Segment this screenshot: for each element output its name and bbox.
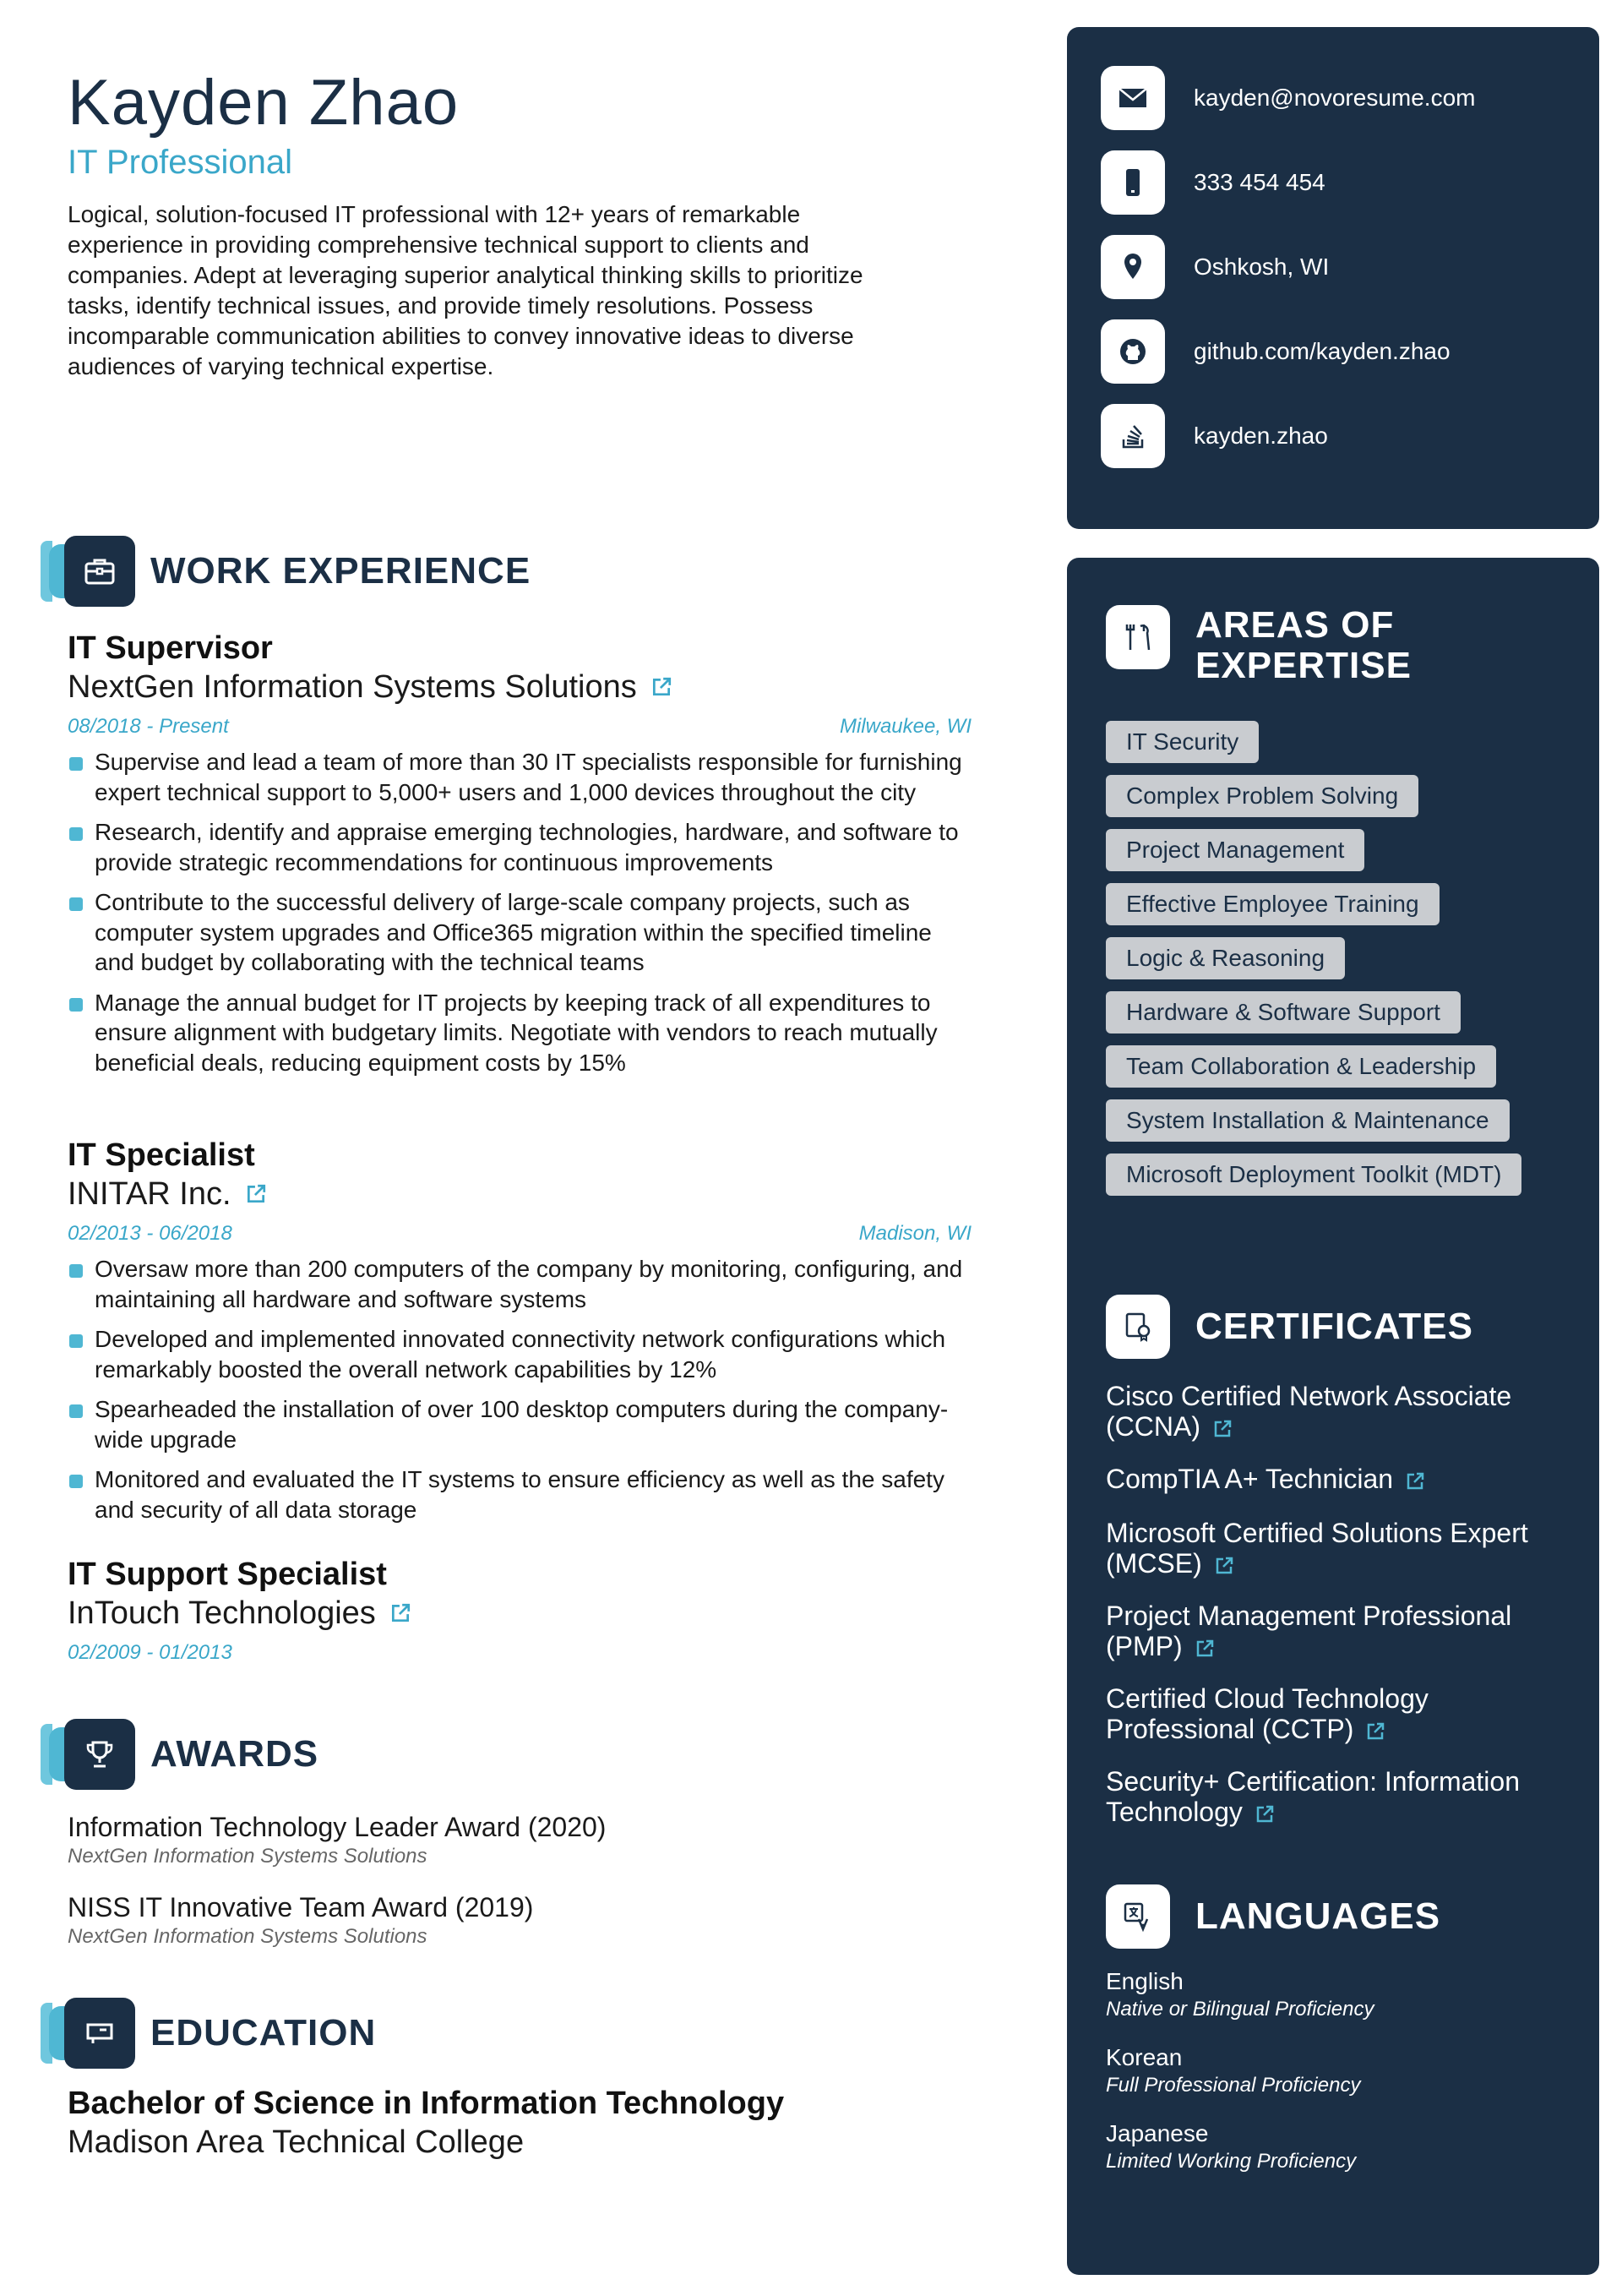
skill-tag: Project Management [1106, 829, 1364, 871]
list-item: Developed and implemented innovated connectivity network configurations which remarkably boosted the overall network capabilities by 12% [68, 1324, 972, 1384]
location-pin-icon [1101, 235, 1165, 299]
section-title: CERTIFICATES [1195, 1306, 1473, 1347]
job-meta [68, 715, 972, 739]
award-title: NISS IT Innovative Team Award (2019) [68, 1892, 534, 1922]
certificate-item[interactable]: Cisco Certified Network Associate (CCNA) [1106, 1381, 1512, 1442]
section-title: AREAS OF EXPERTISE [1195, 604, 1412, 686]
job-location: Milwaukee, WI [839, 715, 972, 738]
external-link-icon[interactable] [1214, 1556, 1234, 1576]
external-link-icon[interactable] [1405, 1471, 1425, 1492]
certificate-item[interactable]: Microsoft Certified Solutions Expert (MCSE) [1106, 1518, 1528, 1579]
languages-heading [1106, 1884, 1440, 1949]
contact-stackoverflow[interactable] [1101, 404, 1328, 468]
company-name: INITAR Inc. [68, 1175, 972, 1213]
email-text: kayden@novoresume.com [1194, 85, 1476, 111]
skill-tag: System Installation & Maintenance [1106, 1099, 1510, 1142]
certificate-item[interactable]: Certified Cloud Technology Professional (CCTP) [1106, 1683, 1429, 1744]
list-item: Oversaw more than 200 computers of the company by monitoring, configuring, and maintaining all hardware and software systems [68, 1254, 972, 1314]
summary: Logical, solution-focused IT professional with 12+ years of remarkable experience in providing comprehensive technical support to clients and companies. Adept at leveraging superior analytical thinking skills to prioritize tasks, identify technical issues, and provide timely resolutions. Possess incomparable communication abilities to convey innovative ideas to diverse audiences of varying technical expertise. [68, 201, 863, 379]
envelope-icon [1101, 66, 1165, 130]
graduation-icon [64, 1998, 135, 2069]
contact-email[interactable] [1101, 66, 1475, 130]
section-title: AWARDS [150, 1733, 319, 1775]
language-item [1106, 2043, 1360, 2099]
award-entry [68, 1810, 606, 1869]
translate-icon [1106, 1884, 1170, 1949]
expertise-heading [1106, 605, 1412, 686]
certificate-icon [1106, 1295, 1170, 1359]
certificate-item[interactable]: Security+ Certification: Information Technology [1106, 1766, 1520, 1827]
language-item [1106, 2119, 1356, 2175]
award-org: NextGen Information Systems Solutions [68, 1845, 427, 1868]
list-item: Supervise and lead a team of more than 30 IT specialists responsible for furnishing expert technical support to 5,000+ users and 1,000 devices throughout the city [68, 747, 972, 807]
list-item: Manage the annual budget for IT projects by keeping track of all expenditures to ensure alignment with budgetary limits. Negotiate with vendors to reach mutually beneficial deals, reducing equipment costs by 15% [68, 988, 972, 1078]
contact-phone[interactable] [1101, 150, 1325, 215]
skill-tag: Team Collaboration & Leadership [1106, 1045, 1496, 1088]
section-title: EDUCATION [150, 2012, 377, 2053]
job-entry [68, 1136, 972, 1535]
language-level: Native or Bilingual Proficiency [1106, 1998, 1374, 2021]
skill-tag: IT Security [1106, 721, 1259, 763]
skill-tag: Logic & Reasoning [1106, 937, 1345, 979]
phone-icon [1101, 150, 1165, 215]
external-link-icon[interactable] [1212, 1419, 1233, 1439]
job-bullets [68, 1254, 972, 1524]
job-entry [68, 1555, 972, 1665]
job-meta [68, 1641, 972, 1665]
job-dates: 08/2018 - Present [68, 715, 229, 738]
job-location: Madison, WI [858, 1222, 972, 1245]
language-name: Japanese [1106, 2120, 1209, 2146]
external-link-icon[interactable] [1195, 1639, 1215, 1659]
work-experience-heading [41, 536, 531, 607]
contact-github[interactable] [1101, 319, 1451, 384]
info-panel [1067, 558, 1599, 2275]
job-dates: 02/2013 - 06/2018 [68, 1222, 232, 1245]
job-meta [68, 1222, 972, 1246]
language-name: Korean [1106, 2044, 1183, 2070]
skill-tag: Hardware & Software Support [1106, 991, 1461, 1033]
skill-tag: Microsoft Deployment Toolkit (MDT) [1106, 1153, 1521, 1196]
skill-tag: Effective Employee Training [1106, 883, 1440, 925]
stackoverflow-text: kayden.zhao [1194, 423, 1328, 449]
job-title: IT Supervisor [68, 630, 273, 666]
award-entry [68, 1890, 533, 1950]
language-level: Full Professional Proficiency [1106, 2074, 1361, 2097]
school: Madison Area Technical College [68, 2124, 525, 2160]
github-text: github.com/kayden.zhao [1194, 338, 1451, 364]
awards-heading [41, 1719, 318, 1790]
external-link-icon[interactable] [1255, 1804, 1275, 1824]
contact-panel [1067, 27, 1599, 529]
candidate-role: IT Professional [68, 144, 293, 181]
section-title: WORK EXPERIENCE [150, 550, 531, 592]
trophy-icon [64, 1719, 135, 1790]
certificates-heading [1106, 1295, 1473, 1359]
section-title: LANGUAGES [1195, 1895, 1441, 1937]
language-level: Limited Working Proficiency [1106, 2150, 1357, 2173]
skill-tag: Complex Problem Solving [1106, 775, 1418, 817]
list-item: Research, identify and appraise emerging technologies, hardware, and software to provide strategic recommendations for continuous improvements [68, 817, 972, 877]
contact-location [1101, 235, 1329, 299]
company-name: InTouch Technologies [68, 1594, 972, 1633]
briefcase-icon [64, 536, 135, 607]
external-link-icon[interactable] [1365, 1721, 1385, 1742]
award-title: Information Technology Leader Award (2020) [68, 1812, 607, 1842]
location-text: Oshkosh, WI [1194, 254, 1330, 280]
stackoverflow-icon [1101, 404, 1165, 468]
job-title: IT Specialist [68, 1137, 255, 1173]
skill-list [1106, 721, 1579, 1208]
github-icon [1101, 319, 1165, 384]
award-org: NextGen Information Systems Solutions [68, 1925, 427, 1948]
language-item [1106, 1967, 1374, 2023]
external-link-icon[interactable] [245, 1183, 267, 1205]
job-entry [68, 629, 972, 1088]
list-item: Monitored and evaluated the IT systems to ensure efficiency as well as the safety and security of all data storage [68, 1464, 972, 1524]
job-bullets [68, 747, 972, 1077]
education-heading [41, 1998, 376, 2069]
company-name: NextGen Information Systems Solutions [68, 668, 972, 706]
language-name: English [1106, 1968, 1184, 1994]
certificate-item[interactable]: CompTIA A+ Technician [1106, 1464, 1579, 1494]
external-link-icon[interactable] [650, 676, 672, 698]
degree: Bachelor of Science in Information Technology [68, 2086, 785, 2121]
list-item: Contribute to the successful delivery of large-scale company projects, such as computer system upgrades and Office365 migration within the specified timeline and budget by collaborating with the technical teams [68, 887, 972, 978]
candidate-name: Kayden Zhao [68, 67, 460, 139]
job-dates: 02/2009 - 01/2013 [68, 1641, 232, 1664]
list-item: Spearheaded the installation of over 100 desktop computers during the company-wide upgrade [68, 1394, 972, 1454]
external-link-icon[interactable] [389, 1602, 411, 1624]
phone-text: 333 454 454 [1194, 169, 1325, 195]
job-title: IT Support Specialist [68, 1557, 387, 1592]
education-entry [68, 2084, 784, 2162]
tools-icon [1106, 605, 1170, 669]
certificate-item[interactable]: Project Management Professional (PMP) [1106, 1601, 1512, 1661]
